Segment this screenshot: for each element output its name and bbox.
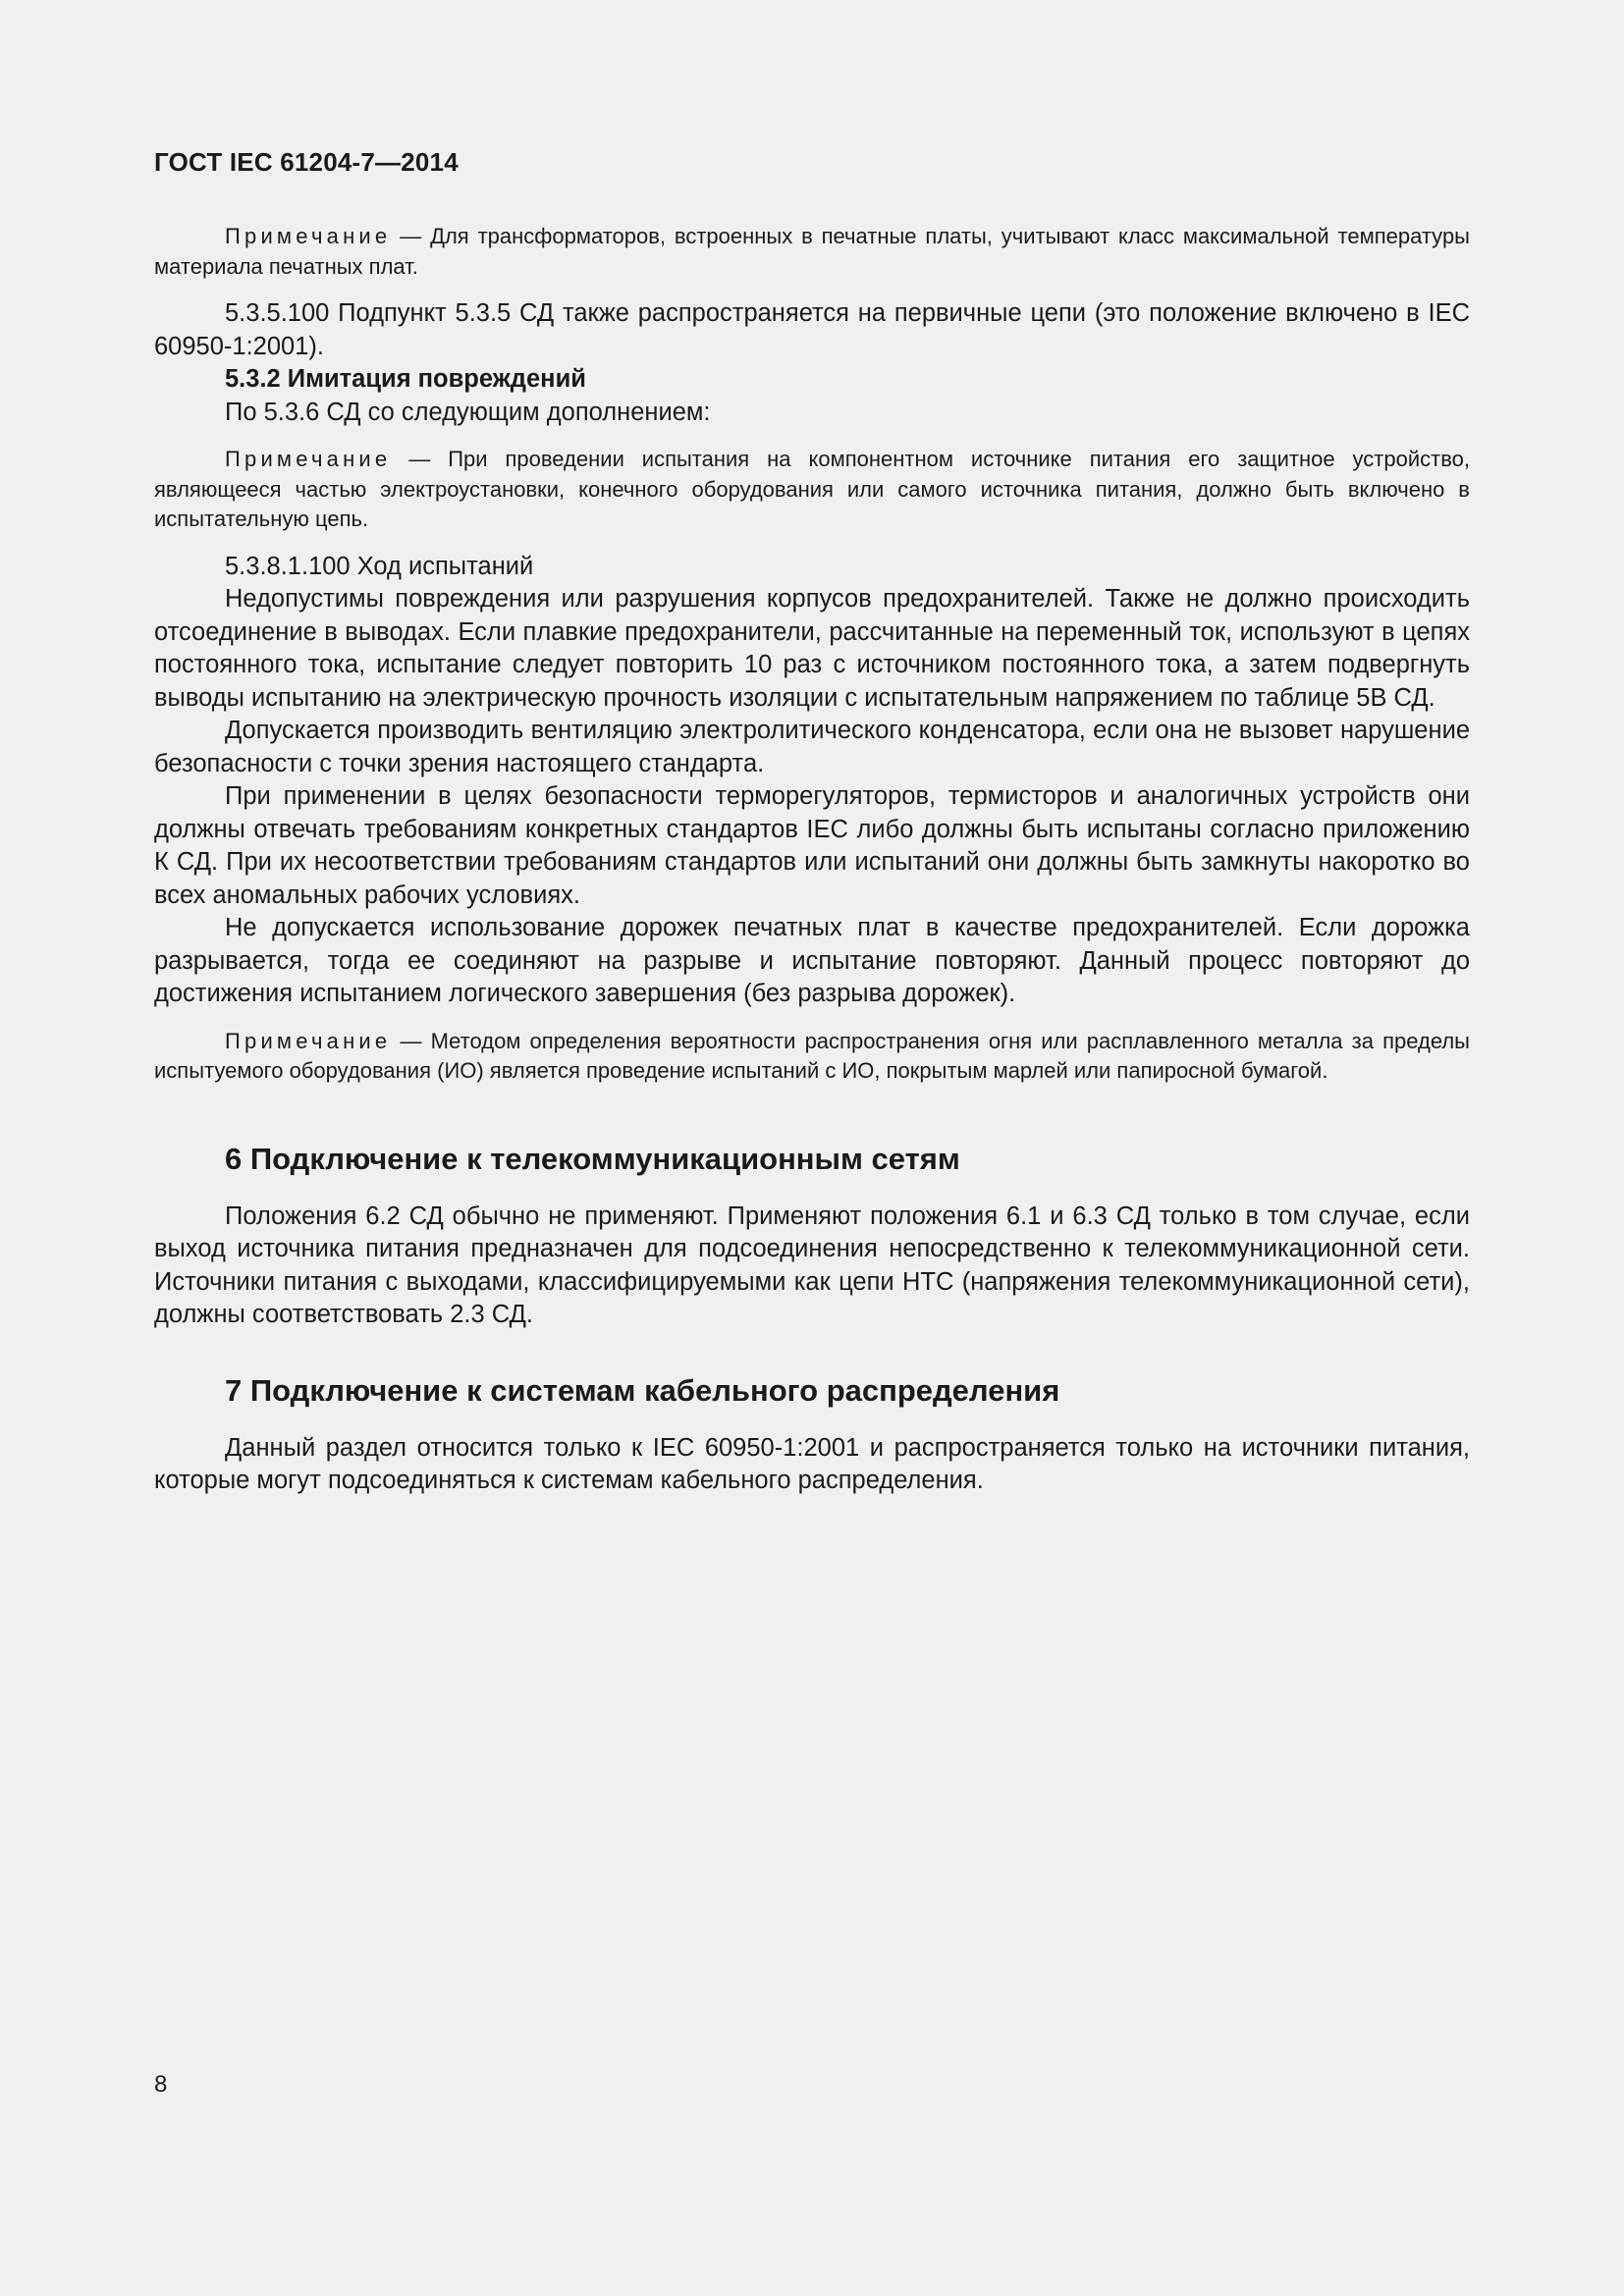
note-text: При проведении испытания на компонентном источнике питания его защитное устройство, являющееся частью электроустановки, конечного оборудования или самого источника питания, должно быть включено в испытательную цепь. bbox=[154, 447, 1470, 531]
paragraph-pcb-tracks: Не допускается использование дорожек печатных плат в качестве предохранителей. Если дорожка разрывается, тогда ее соединяют на разрыве и испытание повторяют. Данный процесс повторяют до достижения испытанием логического завершения (без разрыва дорожек). bbox=[154, 914, 1470, 1007]
paragraph-capacitor: Допускается производить вентиляцию электролитического конденсатора, если она не вызовет нарушение безопасности с точки зрения настоящего стандарта. bbox=[154, 717, 1470, 777]
note-label: Примечание bbox=[225, 224, 392, 248]
paragraph-fuses: Недопустимы повреждения или разрушения корпусов предохранителей. Также не должно происходить отсоединение в выводах. Если плавкие предохранители, рассчитанные на переменный ток, используют в цепях постоянного тока, испытание следует повторить 10 раз с источником постоянного тока, а затем подвергнуть выводы испытанию на электрическую прочность изоляции с испытательным напряжением по таблице 5В СД. bbox=[154, 585, 1470, 712]
section-7-text: Данный раздел относится только к IEC 60950-1:2001 и распространяется только на источники питания, которые могут подсоединяться к системам кабельного распределения. bbox=[154, 1433, 1470, 1494]
note-fire-test bbox=[154, 1027, 1470, 1087]
document-body bbox=[154, 222, 1470, 1498]
note-label: Примечание bbox=[225, 447, 392, 471]
subsection-5-3-2-heading: 5.3.2 Имитация повреждений bbox=[225, 365, 586, 393]
section-6-heading: 6 Подключение к телекоммуникационным сетям bbox=[225, 1141, 960, 1176]
note-text: Для трансформаторов, встроенных в печатные платы, учитывают класс максимальной температуры материала печатных плат. bbox=[154, 224, 1470, 279]
paragraph-thermostats: При применении в целях безопасности терморегуляторов, термисторов и аналогичных устройств они должны отвечать требованиям конкретных стандартов IEC либо должны быть испытаны согласно приложению К СД. При их несоответствии требованиям стандартов или испытаний они должны быть замкнуты накоротко во всех аномальных рабочих условиях. bbox=[154, 782, 1470, 909]
document-header: ГОСТ IEC 61204-7—2014 bbox=[154, 147, 459, 177]
note-transformers bbox=[154, 222, 1470, 282]
note-protection-device bbox=[154, 445, 1470, 535]
note-dash: — bbox=[391, 224, 431, 248]
note-dash: — bbox=[391, 1028, 431, 1053]
page-number: 8 bbox=[154, 2071, 168, 2098]
paragraph-5-3-5-100: 5.3.5.100 Подпункт 5.3.5 СД также распространяется на первичные цепи (это положение включено в IEC 60950-1:2001). bbox=[154, 299, 1470, 360]
paragraph-5-3-8-1-100-title: 5.3.8.1.100 Ход испытаний bbox=[225, 552, 534, 580]
note-text: Методом определения вероятности распространения огня или расплавленного металла за пределы испытуемого оборудования (ИО) является проведение испытаний с ИО, покрытым марлей или папиросной бумагой. bbox=[154, 1028, 1470, 1083]
section-7-heading: 7 Подключение к системам кабельного распределения bbox=[225, 1372, 1060, 1408]
section-6-text: Положения 6.2 СД обычно не применяют. Применяют положения 6.1 и 6.3 СД только в том случае, если выход источника питания предназначен для подсоединения непосредственно к телекоммуникационной сети. Источники питания с выходами, классифицируемыми как цепи НТС (напряжения телекоммуникационной сети), должны соответствовать 2.3 СД. bbox=[154, 1201, 1470, 1328]
subsection-5-3-2-text: По 5.3.6 СД со следующим дополнением: bbox=[225, 398, 711, 426]
note-dash: — bbox=[391, 447, 449, 471]
note-label: Примечание bbox=[225, 1028, 392, 1053]
